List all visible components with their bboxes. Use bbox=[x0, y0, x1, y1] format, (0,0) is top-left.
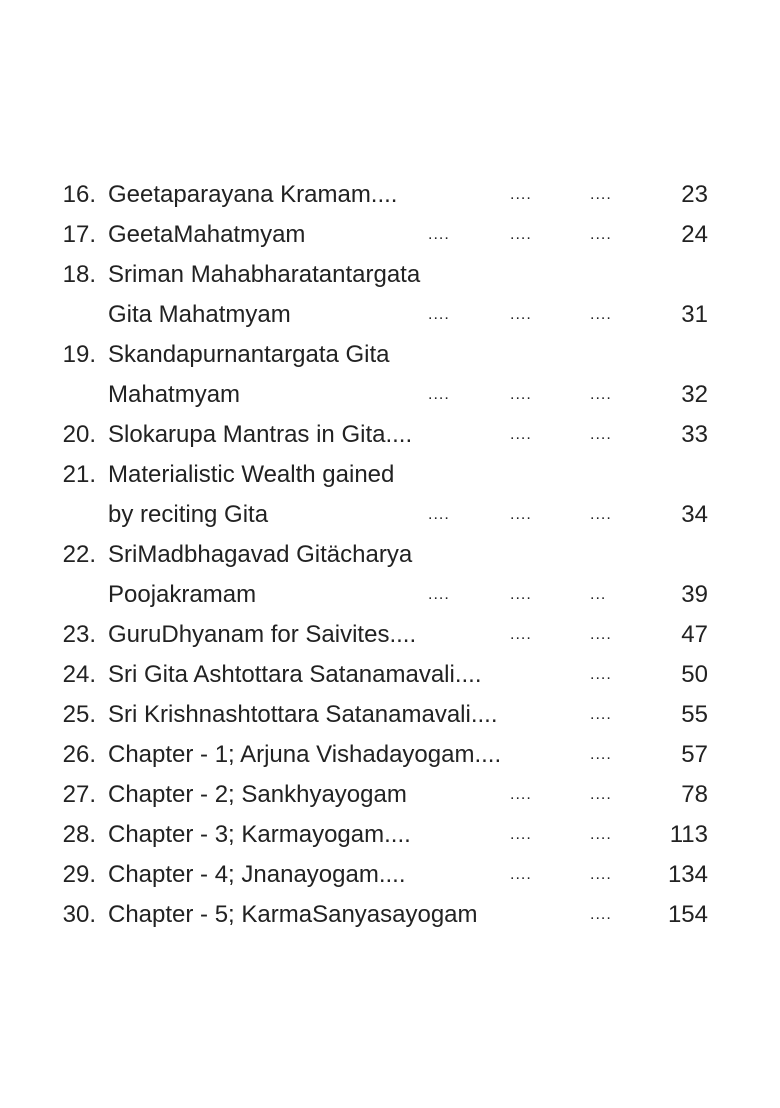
dot-leader: .... bbox=[428, 226, 450, 243]
dot-leader: .... bbox=[510, 186, 532, 203]
dot-leader: .... bbox=[590, 506, 612, 523]
toc-line bbox=[0, 258, 780, 292]
toc-line bbox=[0, 738, 780, 772]
dot-leader: .... bbox=[510, 426, 532, 443]
dot-leader: .... bbox=[510, 586, 532, 603]
page-number: 113 bbox=[669, 821, 708, 848]
entry-title: Mahatmyam bbox=[108, 381, 241, 408]
toc-line bbox=[0, 458, 780, 492]
entry-number: 24. bbox=[62, 661, 96, 688]
page-number: 50 bbox=[681, 661, 708, 688]
page-number: 134 bbox=[667, 861, 708, 888]
page-number: 24 bbox=[681, 221, 708, 248]
dot-leader: .... bbox=[428, 506, 450, 523]
toc-line bbox=[0, 658, 780, 692]
toc-line bbox=[0, 418, 780, 452]
dot-leader: .... bbox=[590, 746, 612, 763]
entry-title: Slokarupa Mantras in Gita.... bbox=[108, 421, 413, 448]
toc-line bbox=[0, 498, 780, 532]
entry-title: Sriman Mahabharatantargata bbox=[108, 261, 421, 288]
dot-leader: .... bbox=[590, 386, 612, 403]
toc-line bbox=[0, 338, 780, 372]
dot-leader: .... bbox=[590, 186, 612, 203]
entry-number: 28. bbox=[62, 821, 96, 848]
page-number: 39 bbox=[681, 581, 708, 608]
entry-number: 17. bbox=[62, 221, 96, 248]
entry-number: 20. bbox=[62, 421, 96, 448]
dot-leader: .... bbox=[590, 666, 612, 683]
page-number: 34 bbox=[681, 501, 708, 528]
entry-title: Sri Gita Ashtottara Satanamavali.... bbox=[108, 661, 482, 688]
dot-leader: .... bbox=[428, 386, 450, 403]
dot-leader: .... bbox=[590, 826, 612, 843]
entry-title: Materialistic Wealth gained bbox=[108, 461, 395, 488]
dot-leader: .... bbox=[428, 586, 450, 603]
entry-number: 23. bbox=[62, 621, 96, 648]
dot-leader: .... bbox=[510, 786, 532, 803]
entry-title: Chapter - 3; Karmayogam.... bbox=[108, 821, 411, 848]
toc-line bbox=[0, 778, 780, 812]
entry-title: Chapter - 2; Sankhyayogam bbox=[108, 781, 407, 808]
dot-leader: .... bbox=[590, 226, 612, 243]
entry-title: SriMadbhagavad Gitächarya bbox=[108, 541, 413, 568]
toc-line bbox=[0, 858, 780, 892]
page-number: 57 bbox=[681, 741, 708, 768]
dot-leader: .... bbox=[590, 866, 612, 883]
dot-leader: .... bbox=[590, 786, 612, 803]
entry-number: 26. bbox=[62, 741, 96, 768]
toc-line bbox=[0, 538, 780, 572]
dot-leader: .... bbox=[510, 866, 532, 883]
entry-number: 27. bbox=[62, 781, 96, 808]
entry-number: 22. bbox=[62, 541, 96, 568]
entry-number: 18. bbox=[62, 261, 96, 288]
entry-title: Chapter - 1; Arjuna Vishadayogam.... bbox=[108, 741, 502, 768]
dot-leader: .... bbox=[590, 706, 612, 723]
dot-leader: .... bbox=[510, 626, 532, 643]
toc-line bbox=[0, 818, 780, 852]
dot-leader: .... bbox=[590, 306, 612, 323]
toc-line bbox=[0, 898, 780, 932]
entry-title: Gita Mahatmyam bbox=[108, 301, 291, 328]
page-number: 154 bbox=[667, 901, 708, 928]
toc-line bbox=[0, 378, 780, 412]
toc-line bbox=[0, 218, 780, 252]
dot-leader: .... bbox=[590, 426, 612, 443]
entry-title: GuruDhyanam for Saivites.... bbox=[108, 621, 417, 648]
page-number: 47 bbox=[681, 621, 708, 648]
dot-leader: .... bbox=[510, 506, 532, 523]
page-number: 32 bbox=[681, 381, 708, 408]
entry-number: 29. bbox=[62, 861, 96, 888]
entry-number: 16. bbox=[62, 181, 96, 208]
dot-leader: .... bbox=[590, 626, 612, 643]
page-number: 55 bbox=[681, 701, 708, 728]
dot-leader: .... bbox=[510, 826, 532, 843]
entry-title: Poojakramam bbox=[108, 581, 257, 608]
dot-leader: .... bbox=[510, 306, 532, 323]
dot-leader: .... bbox=[510, 386, 532, 403]
page-number: 31 bbox=[681, 301, 708, 328]
toc-line bbox=[0, 618, 780, 652]
entry-number: 19. bbox=[62, 341, 96, 368]
dot-leader: .... bbox=[428, 306, 450, 323]
entry-title: Chapter - 5; KarmaSanyasayogam bbox=[108, 901, 478, 928]
dot-leader: .... bbox=[510, 226, 532, 243]
entry-title: GeetaMahatmyam bbox=[108, 221, 306, 248]
entry-title: Skandapurnantargata Gita bbox=[108, 341, 390, 368]
toc-line bbox=[0, 578, 780, 612]
entry-title: Sri Krishnashtottara Satanamavali.... bbox=[108, 701, 498, 728]
toc-line bbox=[0, 698, 780, 732]
page-number: 23 bbox=[681, 181, 708, 208]
entry-title: Chapter - 4; Jnanayogam.... bbox=[108, 861, 406, 888]
entry-number: 30. bbox=[62, 901, 96, 928]
entry-title: Geetaparayana Kramam.... bbox=[108, 181, 398, 208]
toc-line bbox=[0, 178, 780, 212]
dot-leader: ... bbox=[590, 586, 607, 603]
entry-title: by reciting Gita bbox=[108, 501, 269, 528]
page-number: 33 bbox=[681, 421, 708, 448]
entry-number: 21. bbox=[62, 461, 96, 488]
dot-leader: .... bbox=[590, 906, 612, 923]
page-number: 78 bbox=[681, 781, 708, 808]
toc-line bbox=[0, 298, 780, 332]
entry-number: 25. bbox=[62, 701, 96, 728]
